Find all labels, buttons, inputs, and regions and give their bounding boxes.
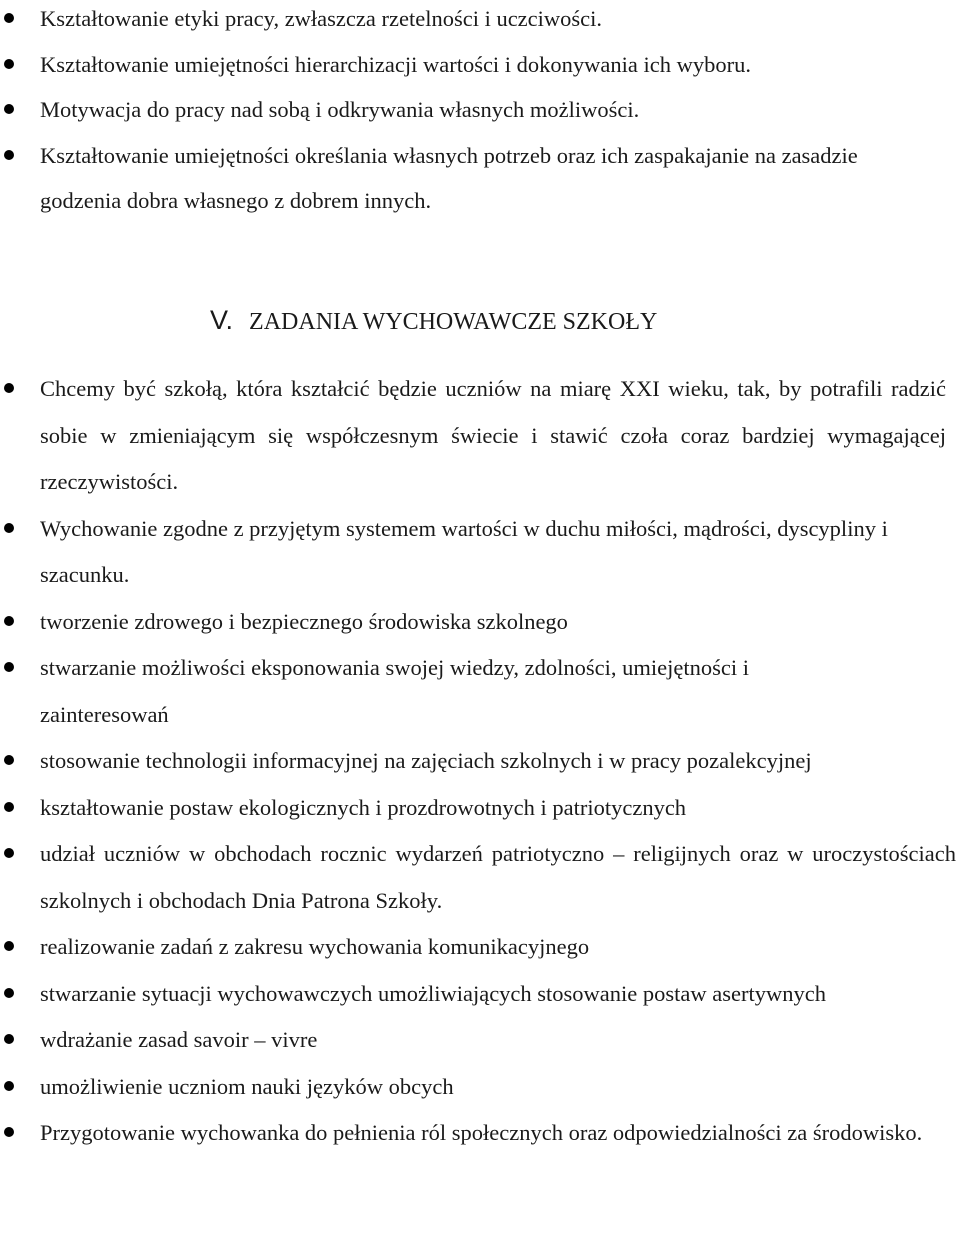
section-heading bbox=[210, 305, 657, 336]
list-item-text: Chcemy być szkołą, która kształcić będzie uczniów na miarę XXI wieku, tak, by potrafili radzić sobie w zmieniającym się współczesnym świecie i stawić czoła coraz bardziej wymagającej rzeczywistości. bbox=[40, 376, 946, 494]
bullet-icon bbox=[4, 662, 14, 672]
bullet-icon bbox=[4, 941, 14, 951]
bullet-icon bbox=[4, 383, 14, 393]
list-item-text: Kształtowanie etyki pracy, zwłaszcza rzetelności i uczciwości. bbox=[40, 6, 603, 31]
bullet-icon bbox=[4, 1081, 14, 1091]
goals-list bbox=[0, 0, 960, 224]
list-item-text: wdrażanie zasad savoir – vivre bbox=[40, 1027, 318, 1052]
list-item bbox=[0, 1064, 960, 1111]
list-item bbox=[0, 971, 960, 1018]
list-item bbox=[0, 785, 960, 832]
section-number: V. bbox=[210, 305, 234, 335]
bullet-icon bbox=[4, 150, 14, 160]
bullet-icon bbox=[4, 13, 14, 23]
bullet-icon bbox=[4, 104, 14, 114]
bullet-icon bbox=[4, 848, 14, 858]
bullet-icon bbox=[4, 523, 14, 533]
list-item bbox=[0, 1017, 960, 1064]
list-item-text: Przygotowanie wychowanka do pełnienia ról społecznych oraz odpowiedzialności za środowisko. bbox=[40, 1120, 923, 1145]
list-item bbox=[0, 831, 960, 924]
list-item bbox=[0, 599, 960, 646]
bullet-icon bbox=[4, 755, 14, 765]
bullet-icon bbox=[4, 59, 14, 69]
list-item bbox=[0, 506, 960, 599]
bullet-icon bbox=[4, 802, 14, 812]
list-item-text: stosowanie technologii informacyjnej na zajęciach szkolnych i w pracy pozalekcyjnej bbox=[40, 748, 812, 773]
list-item bbox=[0, 133, 960, 224]
section-title: ZADANIA WYCHOWAWCZE SZKOŁY bbox=[249, 309, 658, 335]
list-item bbox=[0, 87, 960, 133]
list-item-text: Kształtowanie umiejętności hierarchizacji wartości i dokonywania ich wyboru. bbox=[40, 51, 752, 77]
list-item-text: udział uczniów w obchodach rocznic wydarzeń patriotyczno – religijnych oraz w uroczystościach szkolnych i obchodach Dnia Patrona Szkoły. bbox=[40, 841, 956, 913]
list-item bbox=[0, 738, 960, 785]
list-item-text: stwarzanie możliwości eksponowania swojej wiedzy, zdolności, umiejętności i zainteresowań bbox=[40, 655, 749, 727]
list-item-text: umożliwienie uczniom nauki języków obcych bbox=[40, 1073, 454, 1099]
bullet-icon bbox=[4, 616, 14, 626]
list-item bbox=[0, 42, 960, 88]
list-item-text: realizowanie zadań z zakresu wychowania komunikacyjnego bbox=[40, 934, 590, 959]
school-tasks-list bbox=[0, 366, 960, 1157]
list-item-text: stwarzanie sytuacji wychowawczych umożliwiających stosowanie postaw asertywnych bbox=[40, 980, 826, 1006]
list-item-text: kształtowanie postaw ekologicznych i prozdrowotnych i patriotycznych bbox=[40, 794, 687, 820]
list-item-text: Wychowanie zgodne z przyjętym systemem wartości w duchu miłości, mądrości, dyscypliny i szacunku. bbox=[40, 515, 888, 587]
list-item-text: Motywacja do pracy nad sobą i odkrywania własnych możliwości. bbox=[40, 97, 640, 122]
bullet-icon bbox=[4, 1034, 14, 1044]
list-item-text: tworzenie zdrowego i bezpiecznego środowiska szkolnego bbox=[40, 608, 568, 634]
list-item bbox=[0, 1110, 960, 1157]
list-item-text: Kształtowanie umiejętności określania własnych potrzeb oraz ich zaspakajanie na zasadzie godzenia dobra własnego z dobrem innych. bbox=[40, 142, 858, 213]
list-item bbox=[0, 645, 960, 738]
bullet-icon bbox=[4, 1127, 14, 1137]
bullet-icon bbox=[4, 988, 14, 998]
list-item bbox=[0, 924, 960, 971]
list-item bbox=[0, 0, 960, 42]
list-item bbox=[0, 366, 960, 506]
